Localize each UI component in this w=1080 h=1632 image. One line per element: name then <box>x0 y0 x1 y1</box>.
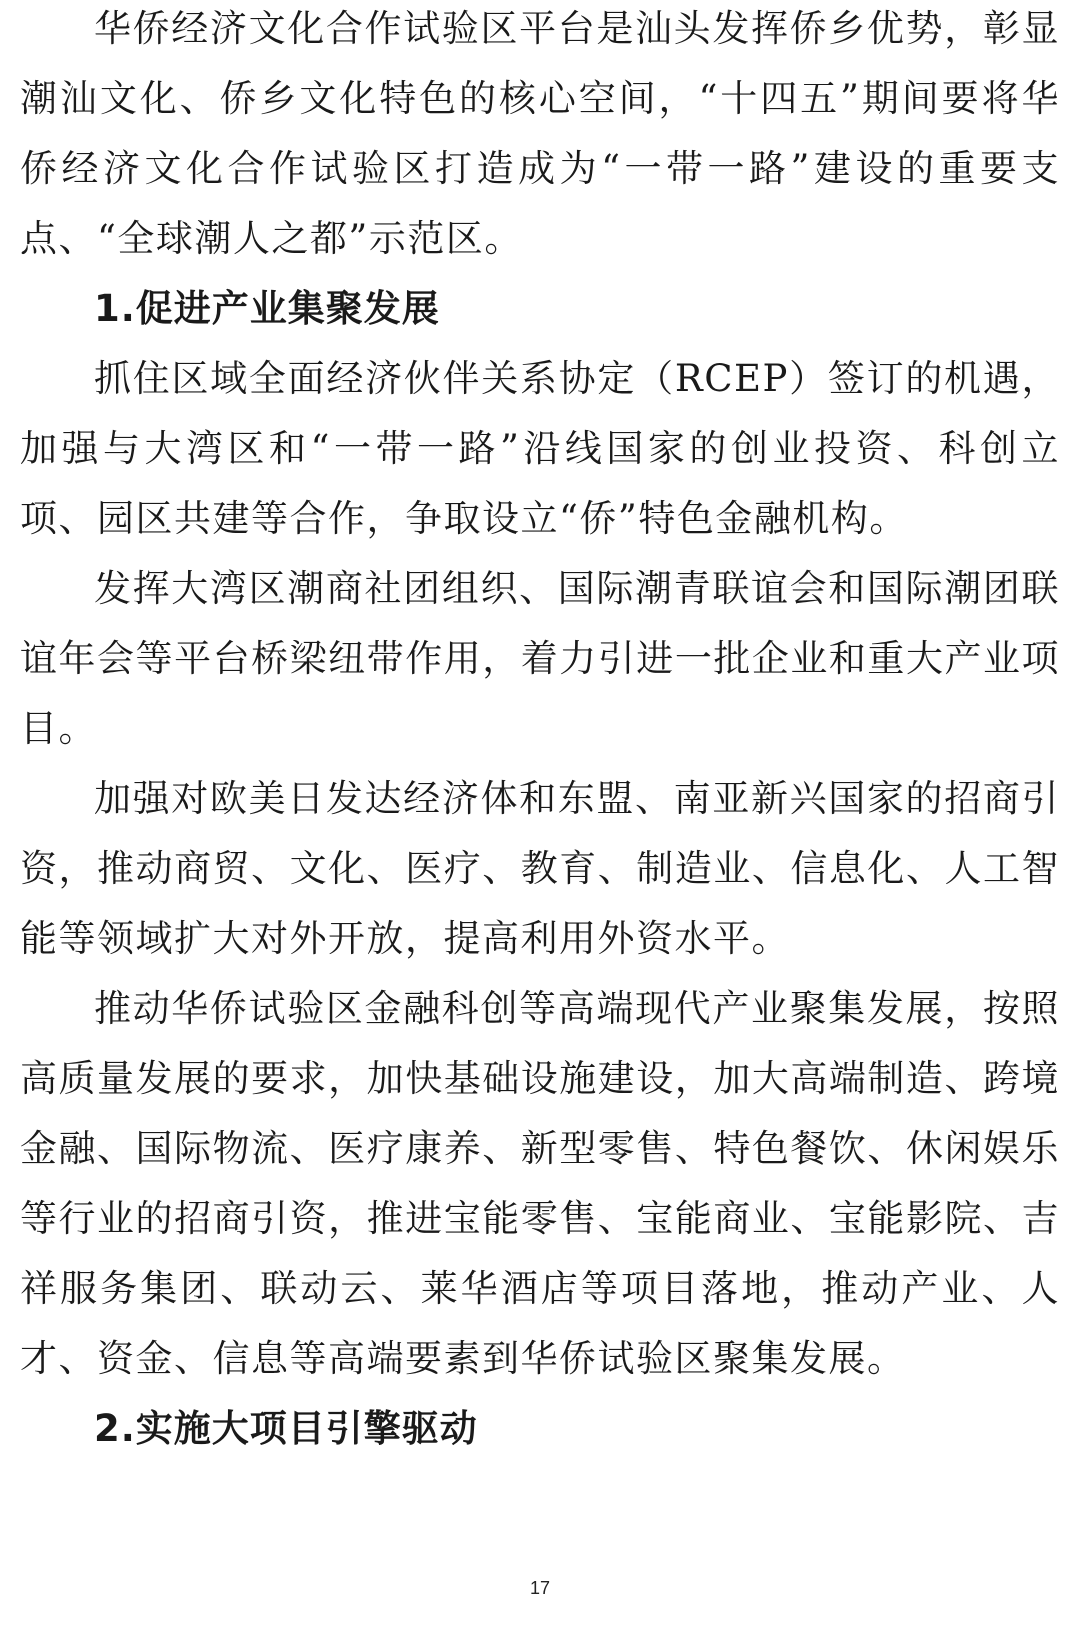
document-page <box>20 0 1060 1464</box>
paragraph-investment: 加强对欧美日发达经济体和东盟、南亚新兴国家的招商引资，推动商贸、文化、医疗、教育、制造业、信息化、人工智能等领域扩大对外开放，提高利用外资水平。 <box>20 777 1060 960</box>
paragraph-industry: 推动华侨试验区金融科创等高端现代产业聚集发展，按照高质量发展的要求，加快基础设施建设，加大高端制造、跨境金融、国际物流、医疗康养、新型零售、特色餐饮、休闲娱乐等行业的招商引资，推进宝能零售、宝能商业、宝能影院、吉祥服务集团、联动云、莱华酒店等项目落地，推动产业、人才、资金、信息等高端要素到华侨试验区聚集发展。 <box>20 987 1060 1380</box>
paragraph-rcep: 抓住区域全面经济伙伴关系协定（RCEP）签订的机遇，加强与大湾区和“一带一路”沿线国家的创业投资、科创立项、园区共建等合作，争取设立“侨”特色金融机构。 <box>20 357 1060 540</box>
section-heading-2: 2.实施大项目引擎驱动 <box>94 1407 478 1450</box>
section-heading-1: 1.促进产业集聚发展 <box>94 287 440 330</box>
page-number: 17 <box>529 1578 551 1598</box>
paragraph-intro: 华侨经济文化合作试验区平台是汕头发挥侨乡优势，彰显潮汕文化、侨乡文化特色的核心空间，“十四五”期间要将华侨经济文化合作试验区打造成为“一带一路”建设的重要支点、“全球潮人之都”示范区。 <box>20 7 1060 260</box>
paragraph-bridge: 发挥大湾区潮商社团组织、国际潮青联谊会和国际潮团联谊年会等平台桥梁纽带作用，着力引进一批企业和重大产业项目。 <box>20 567 1060 750</box>
